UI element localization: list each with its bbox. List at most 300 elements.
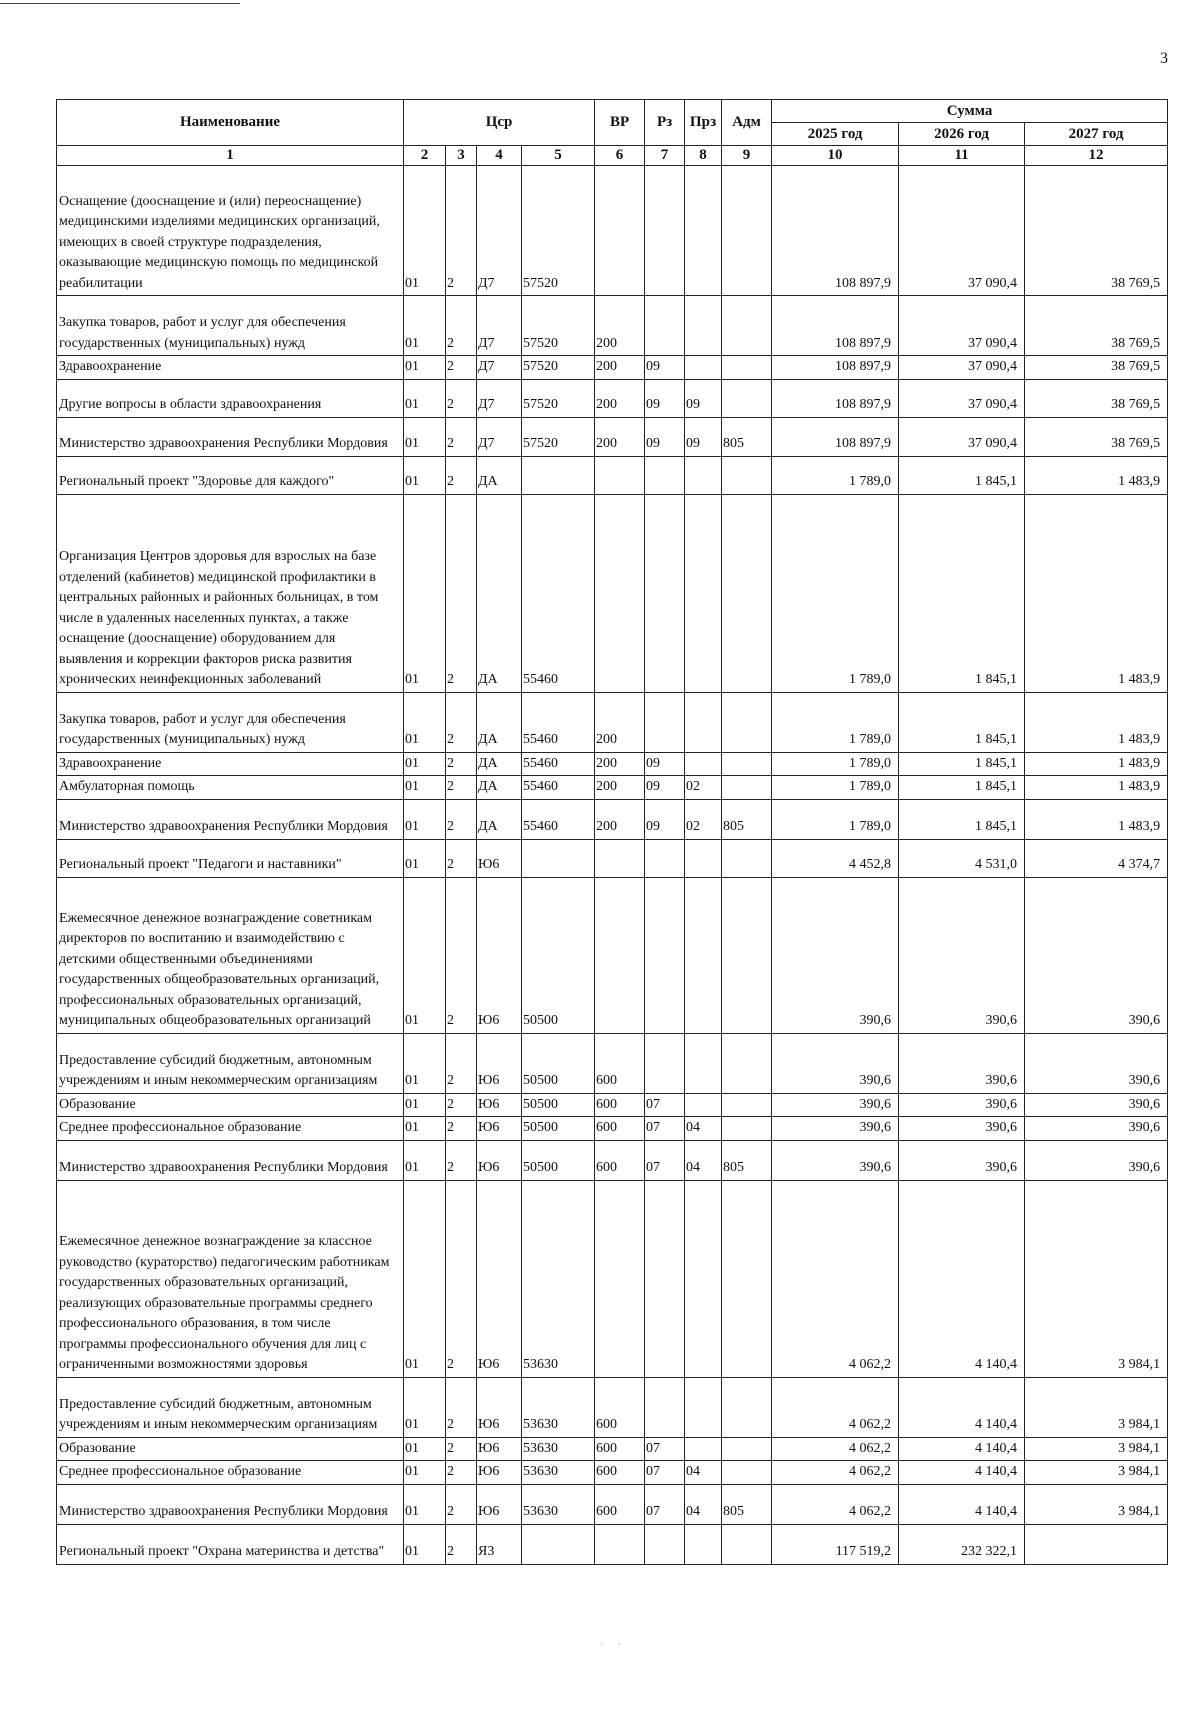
table-row: [57, 877, 1168, 1033]
csr-part2: 2: [446, 1484, 477, 1524]
column-number: 3: [446, 146, 477, 166]
prz-cell: [685, 356, 722, 380]
csr-part1: 01: [404, 1117, 446, 1141]
csr-part2: 2: [446, 1524, 477, 1564]
header-year: 2025 год: [772, 123, 899, 146]
row-name: Региональный проект "Педагоги и наставники": [57, 839, 404, 877]
amount-2025: 390,6: [772, 1117, 899, 1141]
table-row: [57, 776, 1168, 800]
table-row: [57, 752, 1168, 776]
page-number: 3: [1160, 50, 1168, 67]
table-body: [57, 166, 1168, 1565]
adm-cell: [722, 166, 772, 296]
csr-part2: 2: [446, 166, 477, 296]
prz-cell: [685, 166, 722, 296]
csr-part1: 01: [404, 356, 446, 380]
column-number: 2: [404, 146, 446, 166]
prz-cell: [685, 839, 722, 877]
csr-part1: 01: [404, 1524, 446, 1564]
prz-cell: [685, 494, 722, 692]
csr-part3: Д7: [477, 166, 522, 296]
csr-part2: 2: [446, 1093, 477, 1117]
row-name: Среднее профессиональное образование: [57, 1461, 404, 1485]
amount-2025: 1 789,0: [772, 776, 899, 800]
adm-cell: 805: [722, 1140, 772, 1180]
table-row: [57, 799, 1168, 839]
row-name: Закупка товаров, работ и услуг для обеспечения государственных (муниципальных) нужд: [57, 692, 404, 752]
csr-part1: 01: [404, 1437, 446, 1461]
rz-cell: 09: [645, 356, 685, 380]
vr-cell: 200: [595, 379, 645, 417]
rz-cell: [645, 1377, 685, 1437]
amount-2027: 390,6: [1025, 1093, 1168, 1117]
prz-cell: [685, 877, 722, 1033]
row-name: Министерство здравоохранения Республики Мордовия: [57, 417, 404, 456]
header-year: 2026 год: [899, 123, 1025, 146]
table-row: [57, 1180, 1168, 1377]
csr-part2: 2: [446, 1461, 477, 1485]
vr-cell: 200: [595, 692, 645, 752]
rz-cell: 07: [645, 1140, 685, 1180]
amount-2026: 37 090,4: [899, 379, 1025, 417]
amount-2027: 1 483,9: [1025, 456, 1168, 494]
csr-part3: Ю6: [477, 839, 522, 877]
prz-cell: 02: [685, 799, 722, 839]
csr-part1: 01: [404, 1484, 446, 1524]
vr-cell: [595, 1180, 645, 1377]
vr-cell: 600: [595, 1093, 645, 1117]
amount-2025: 4 062,2: [772, 1484, 899, 1524]
csr-part4: 57520: [522, 356, 595, 380]
amount-2025: 390,6: [772, 1140, 899, 1180]
adm-cell: [722, 1461, 772, 1485]
prz-cell: 09: [685, 379, 722, 417]
csr-part3: Я3: [477, 1524, 522, 1564]
amount-2027: 1 483,9: [1025, 752, 1168, 776]
csr-part2: 2: [446, 692, 477, 752]
rz-cell: 09: [645, 799, 685, 839]
amount-2026: 1 845,1: [899, 799, 1025, 839]
vr-cell: [595, 877, 645, 1033]
adm-cell: [722, 1117, 772, 1141]
column-number: 4: [477, 146, 522, 166]
vr-cell: 200: [595, 752, 645, 776]
row-name: Здравоохранение: [57, 752, 404, 776]
rz-cell: [645, 494, 685, 692]
rz-cell: 09: [645, 752, 685, 776]
adm-cell: 805: [722, 799, 772, 839]
header-row: [57, 100, 1168, 123]
csr-part1: 01: [404, 799, 446, 839]
csr-part2: 2: [446, 1033, 477, 1093]
prz-cell: [685, 456, 722, 494]
csr-part3: ДА: [477, 692, 522, 752]
table-row: [57, 456, 1168, 494]
vr-cell: 600: [595, 1484, 645, 1524]
amount-2027: 1 483,9: [1025, 799, 1168, 839]
adm-cell: [722, 1524, 772, 1564]
rz-cell: 09: [645, 776, 685, 800]
row-name: Министерство здравоохранения Республики Мордовия: [57, 1484, 404, 1524]
amount-2025: 1 789,0: [772, 799, 899, 839]
adm-cell: [722, 494, 772, 692]
vr-cell: [595, 456, 645, 494]
csr-part2: 2: [446, 417, 477, 456]
csr-part4: 50500: [522, 1093, 595, 1117]
csr-part1: 01: [404, 776, 446, 800]
amount-2027: 3 984,1: [1025, 1461, 1168, 1485]
amount-2026: 1 845,1: [899, 494, 1025, 692]
vr-cell: 600: [595, 1437, 645, 1461]
amount-2025: 108 897,9: [772, 166, 899, 296]
csr-part2: 2: [446, 1377, 477, 1437]
amount-2025: 108 897,9: [772, 356, 899, 380]
header-prz: Прз: [685, 100, 722, 146]
csr-part3: Ю6: [477, 1093, 522, 1117]
row-name: Министерство здравоохранения Республики Мордовия: [57, 799, 404, 839]
table-row: [57, 494, 1168, 692]
amount-2026: 4 140,4: [899, 1461, 1025, 1485]
amount-2026: 1 845,1: [899, 752, 1025, 776]
vr-cell: [595, 1524, 645, 1564]
row-name: Образование: [57, 1093, 404, 1117]
csr-part1: 01: [404, 456, 446, 494]
csr-part3: Д7: [477, 417, 522, 456]
csr-part4: 53630: [522, 1437, 595, 1461]
row-name: Среднее профессиональное образование: [57, 1117, 404, 1141]
amount-2027: 390,6: [1025, 1140, 1168, 1180]
amount-2027: 38 769,5: [1025, 356, 1168, 380]
csr-part3: Ю6: [477, 877, 522, 1033]
prz-cell: 04: [685, 1117, 722, 1141]
row-name: Региональный проект "Охрана материнства и детства": [57, 1524, 404, 1564]
amount-2026: 4 140,4: [899, 1180, 1025, 1377]
amount-2025: 117 519,2: [772, 1524, 899, 1564]
csr-part4: [522, 456, 595, 494]
column-number: 9: [722, 146, 772, 166]
amount-2026: 37 090,4: [899, 356, 1025, 380]
column-number: 10: [772, 146, 899, 166]
vr-cell: 200: [595, 417, 645, 456]
column-number: 1: [57, 146, 404, 166]
rz-cell: 09: [645, 379, 685, 417]
prz-cell: 04: [685, 1140, 722, 1180]
csr-part3: ДА: [477, 776, 522, 800]
adm-cell: [722, 296, 772, 356]
column-number-row: [57, 146, 1168, 166]
csr-part3: Ю6: [477, 1461, 522, 1485]
row-name: Региональный проект "Здоровье для каждого": [57, 456, 404, 494]
csr-part2: 2: [446, 1180, 477, 1377]
prz-cell: [685, 1524, 722, 1564]
prz-cell: 04: [685, 1484, 722, 1524]
amount-2027: 1 483,9: [1025, 494, 1168, 692]
amount-2026: 1 845,1: [899, 692, 1025, 752]
header-csr: Цср: [404, 100, 595, 146]
amount-2025: 4 452,8: [772, 839, 899, 877]
vr-cell: [595, 166, 645, 296]
header-rz: Рз: [645, 100, 685, 146]
amount-2025: 4 062,2: [772, 1437, 899, 1461]
csr-part1: 01: [404, 752, 446, 776]
amount-2026: 390,6: [899, 1093, 1025, 1117]
rz-cell: [645, 166, 685, 296]
table-row: [57, 1437, 1168, 1461]
rz-cell: [645, 877, 685, 1033]
adm-cell: [722, 1437, 772, 1461]
csr-part4: 53630: [522, 1377, 595, 1437]
amount-2025: 1 789,0: [772, 494, 899, 692]
prz-cell: [685, 1377, 722, 1437]
row-name: Здравоохранение: [57, 356, 404, 380]
row-name: Закупка товаров, работ и услуг для обеспечения государственных (муниципальных) нужд: [57, 296, 404, 356]
amount-2025: 1 789,0: [772, 752, 899, 776]
csr-part2: 2: [446, 494, 477, 692]
csr-part4: 50500: [522, 1033, 595, 1093]
rz-cell: [645, 456, 685, 494]
csr-part1: 01: [404, 1180, 446, 1377]
table-row: [57, 1033, 1168, 1093]
adm-cell: 805: [722, 417, 772, 456]
row-name: Образование: [57, 1437, 404, 1461]
csr-part3: Д7: [477, 379, 522, 417]
amount-2025: 1 789,0: [772, 456, 899, 494]
amount-2027: 38 769,5: [1025, 417, 1168, 456]
column-number: 6: [595, 146, 645, 166]
table-row: [57, 1377, 1168, 1437]
vr-cell: 200: [595, 799, 645, 839]
prz-cell: [685, 1033, 722, 1093]
csr-part4: 57520: [522, 417, 595, 456]
adm-cell: [722, 1093, 772, 1117]
csr-part2: 2: [446, 1437, 477, 1461]
rz-cell: [645, 1180, 685, 1377]
csr-part2: 2: [446, 1117, 477, 1141]
csr-part2: 2: [446, 1140, 477, 1180]
table-row: [57, 1140, 1168, 1180]
vr-cell: 600: [595, 1140, 645, 1180]
rz-cell: 07: [645, 1117, 685, 1141]
amount-2026: 232 322,1: [899, 1524, 1025, 1564]
vr-cell: [595, 839, 645, 877]
csr-part3: ДА: [477, 494, 522, 692]
vr-cell: 600: [595, 1033, 645, 1093]
header-name: Наименование: [57, 100, 404, 146]
row-name: Организация Центров здоровья для взрослых на базе отделений (кабинетов) медицинской профилактики в центральных районных и районных больницах, в том числе в удаленных населенных пунктах, а также оснащение (дооснащение) оборудованием для выявления и коррекции факторов риска развития хронических неинфекционных заболеваний: [57, 494, 404, 692]
amount-2026: 390,6: [899, 1117, 1025, 1141]
header-adm: Адм: [722, 100, 772, 146]
column-number: 5: [522, 146, 595, 166]
csr-part3: Д7: [477, 356, 522, 380]
vr-cell: 600: [595, 1461, 645, 1485]
adm-cell: [722, 776, 772, 800]
vr-cell: 600: [595, 1377, 645, 1437]
csr-part1: 01: [404, 379, 446, 417]
amount-2025: 390,6: [772, 1093, 899, 1117]
rz-cell: [645, 839, 685, 877]
amount-2025: 4 062,2: [772, 1461, 899, 1485]
csr-part1: 01: [404, 1461, 446, 1485]
csr-part4: 55460: [522, 776, 595, 800]
csr-part2: 2: [446, 752, 477, 776]
amount-2025: 108 897,9: [772, 296, 899, 356]
csr-part2: 2: [446, 356, 477, 380]
amount-2026: 1 845,1: [899, 776, 1025, 800]
csr-part1: 01: [404, 877, 446, 1033]
csr-part2: 2: [446, 839, 477, 877]
rz-cell: [645, 1524, 685, 1564]
amount-2027: 38 769,5: [1025, 166, 1168, 296]
rz-cell: [645, 296, 685, 356]
amount-2027: 390,6: [1025, 1117, 1168, 1141]
rz-cell: [645, 1033, 685, 1093]
amount-2026: 1 845,1: [899, 456, 1025, 494]
amount-2025: 4 062,2: [772, 1377, 899, 1437]
adm-cell: [722, 752, 772, 776]
rz-cell: 07: [645, 1461, 685, 1485]
csr-part3: Ю6: [477, 1140, 522, 1180]
amount-2027: 3 984,1: [1025, 1180, 1168, 1377]
vr-cell: 600: [595, 1117, 645, 1141]
budget-table: [56, 99, 1168, 1565]
row-name: Другие вопросы в области здравоохранения: [57, 379, 404, 417]
table-row: [57, 1524, 1168, 1564]
csr-part2: 2: [446, 776, 477, 800]
column-number: 11: [899, 146, 1025, 166]
prz-cell: [685, 1437, 722, 1461]
adm-cell: [722, 1377, 772, 1437]
adm-cell: [722, 839, 772, 877]
amount-2027: 1 483,9: [1025, 692, 1168, 752]
table-row: [57, 166, 1168, 296]
prz-cell: [685, 1180, 722, 1377]
amount-2027: 3 984,1: [1025, 1377, 1168, 1437]
table-row: [57, 1461, 1168, 1485]
csr-part4: 55460: [522, 752, 595, 776]
table-row: [57, 1484, 1168, 1524]
csr-part4: 55460: [522, 692, 595, 752]
adm-cell: [722, 379, 772, 417]
amount-2026: 37 090,4: [899, 166, 1025, 296]
csr-part3: Ю6: [477, 1117, 522, 1141]
vr-cell: 200: [595, 296, 645, 356]
csr-part1: 01: [404, 692, 446, 752]
csr-part2: 2: [446, 877, 477, 1033]
csr-part4: 55460: [522, 799, 595, 839]
prz-cell: [685, 296, 722, 356]
csr-part4: 57520: [522, 166, 595, 296]
amount-2025: 390,6: [772, 1033, 899, 1093]
adm-cell: [722, 877, 772, 1033]
csr-part4: 53630: [522, 1484, 595, 1524]
csr-part4: 50500: [522, 1140, 595, 1180]
table-row: [57, 417, 1168, 456]
csr-part1: 01: [404, 1140, 446, 1180]
csr-part3: Ю6: [477, 1484, 522, 1524]
amount-2027: 1 483,9: [1025, 776, 1168, 800]
row-name: Ежемесячное денежное вознаграждение советникам директоров по воспитанию и взаимодействию с детскими общественными объединениями государственных общеобразовательных организаций, профессиональных образовательных организаций, муниципальных общеобразовательных организаций: [57, 877, 404, 1033]
row-name: Амбулаторная помощь: [57, 776, 404, 800]
adm-cell: [722, 356, 772, 380]
vr-cell: 200: [595, 356, 645, 380]
csr-part1: 01: [404, 839, 446, 877]
table-row: [57, 692, 1168, 752]
csr-part3: ДА: [477, 799, 522, 839]
csr-part1: 01: [404, 166, 446, 296]
column-number: 8: [685, 146, 722, 166]
prz-cell: [685, 1093, 722, 1117]
amount-2026: 4 531,0: [899, 839, 1025, 877]
csr-part1: 01: [404, 1093, 446, 1117]
csr-part4: 50500: [522, 1117, 595, 1141]
amount-2026: 37 090,4: [899, 296, 1025, 356]
table-row: [57, 1093, 1168, 1117]
prz-cell: [685, 692, 722, 752]
vr-cell: 200: [595, 776, 645, 800]
csr-part2: 2: [446, 296, 477, 356]
rz-cell: 07: [645, 1484, 685, 1524]
csr-part1: 01: [404, 296, 446, 356]
csr-part4: 55460: [522, 494, 595, 692]
csr-part4: 57520: [522, 379, 595, 417]
amount-2026: 390,6: [899, 1033, 1025, 1093]
csr-part1: 01: [404, 1033, 446, 1093]
rz-cell: 07: [645, 1437, 685, 1461]
header-year: 2027 год: [1025, 123, 1168, 146]
amount-2026: 4 140,4: [899, 1484, 1025, 1524]
amount-2027: [1025, 1524, 1168, 1564]
amount-2026: 390,6: [899, 1140, 1025, 1180]
csr-part3: ДА: [477, 752, 522, 776]
row-name: Оснащение (дооснащение и (или) переоснащение) медицинскими изделиями медицинских организаций, имеющих в своей структуре подразделения, оказывающие медицинскую помощь по медицинской реабилитации: [57, 166, 404, 296]
amount-2025: 108 897,9: [772, 379, 899, 417]
row-name: Ежемесячное денежное вознаграждение за классное руководство (кураторство) педагогическим работникам государственных образовательных организаций, реализующих образовательные программы среднего профессионального образования, в том числе программы профессионального обучения для лиц с ограниченными возможностями здоровья: [57, 1180, 404, 1377]
top-rule: [0, 3, 240, 4]
csr-part2: 2: [446, 799, 477, 839]
csr-part1: 01: [404, 1377, 446, 1437]
vr-cell: [595, 494, 645, 692]
csr-part3: Ю6: [477, 1437, 522, 1461]
csr-part4: 53630: [522, 1180, 595, 1377]
header-vr: ВР: [595, 100, 645, 146]
table-row: [57, 296, 1168, 356]
amount-2027: 390,6: [1025, 1033, 1168, 1093]
amount-2025: 4 062,2: [772, 1180, 899, 1377]
amount-2027: 390,6: [1025, 877, 1168, 1033]
csr-part3: ДА: [477, 456, 522, 494]
table-row: [57, 356, 1168, 380]
csr-part4: 53630: [522, 1461, 595, 1485]
table-row: [57, 379, 1168, 417]
adm-cell: [722, 1180, 772, 1377]
prz-cell: 09: [685, 417, 722, 456]
adm-cell: [722, 1033, 772, 1093]
rz-cell: 07: [645, 1093, 685, 1117]
csr-part2: 2: [446, 456, 477, 494]
scan-specks: · ·: [600, 1640, 628, 1651]
csr-part3: Ю6: [477, 1377, 522, 1437]
amount-2026: 4 140,4: [899, 1437, 1025, 1461]
csr-part1: 01: [404, 417, 446, 456]
amount-2025: 108 897,9: [772, 417, 899, 456]
amount-2027: 38 769,5: [1025, 296, 1168, 356]
adm-cell: [722, 692, 772, 752]
amount-2026: 390,6: [899, 877, 1025, 1033]
csr-part3: Ю6: [477, 1033, 522, 1093]
prz-cell: [685, 752, 722, 776]
amount-2027: 4 374,7: [1025, 839, 1168, 877]
row-name: Предоставление субсидий бюджетным, автономным учреждениям и иным некоммерческим организациям: [57, 1377, 404, 1437]
